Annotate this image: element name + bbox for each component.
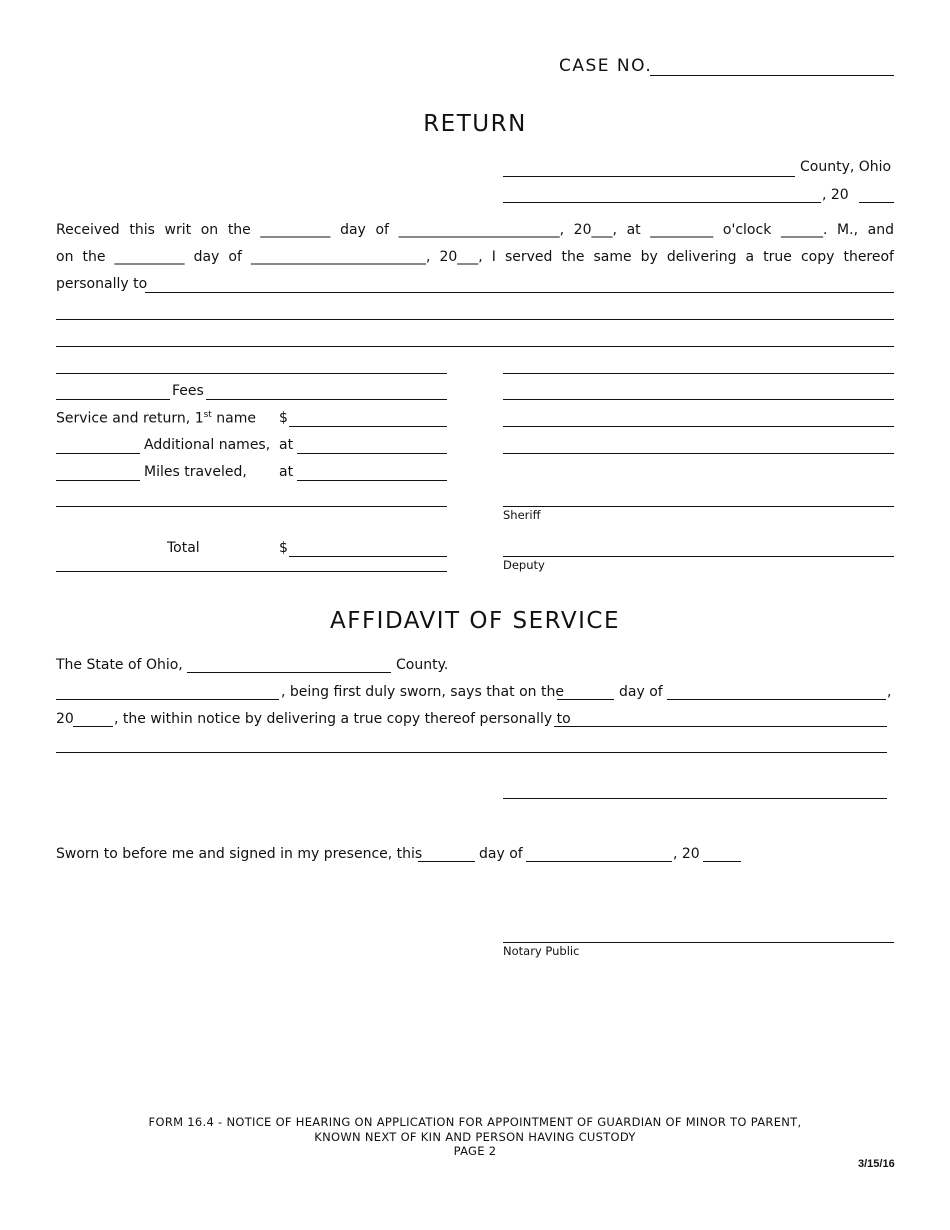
form-title-line2: KNOWN NEXT OF KIN AND PERSON HAVING CUSTODY <box>314 1130 636 1144</box>
return-right-line-4[interactable] <box>503 453 894 454</box>
sheriff-label: Sheriff <box>503 508 541 522</box>
county-suffix-label: County. <box>396 657 449 673</box>
affidavit-day-of-label: day of <box>619 684 663 700</box>
sworn-year-field[interactable] <box>703 861 741 862</box>
affiant-name-field[interactable] <box>56 699 279 700</box>
form-title-line1: FORM 16.4 - NOTICE OF HEARING ON APPLICATION FOR APPOINTMENT OF GUARDIAN OF MINOR TO PARENT, <box>148 1115 802 1129</box>
total-bottom-line <box>56 571 447 572</box>
sworn-day-of-label: day of <box>479 846 523 862</box>
return-year-field[interactable] <box>859 202 894 203</box>
service-return-label: Service and return, 1st name <box>56 410 256 427</box>
received-paragraph-line1: Received this writ on the __________ day of _______________________, 20___, at _________ o'clock ______. M., and <box>56 222 894 238</box>
affidavit-personally-to-field[interactable] <box>554 726 887 727</box>
sworn-month-field[interactable] <box>526 861 672 862</box>
fees-extra-line-field[interactable] <box>56 506 447 507</box>
additional-names-count-field[interactable] <box>56 453 140 454</box>
state-of-ohio-label: The State of Ohio, <box>56 657 183 673</box>
personally-to-label: personally to <box>56 276 148 292</box>
miles-amount-field[interactable] <box>297 480 447 481</box>
deputy-signature-field[interactable] <box>503 556 894 557</box>
return-right-line-3[interactable] <box>503 426 894 427</box>
deputy-label: Deputy <box>503 558 545 572</box>
affidavit-month-comma: , <box>887 684 892 700</box>
notary-public-label: Notary Public <box>503 944 580 958</box>
additional-names-label: Additional names, <box>144 437 271 453</box>
sheriff-signature-field[interactable] <box>503 506 894 507</box>
sworn-day-field[interactable] <box>418 861 475 862</box>
case-number-field[interactable] <box>650 75 894 76</box>
additional-at-label: at <box>279 437 294 453</box>
service-dollar-sign: $ <box>279 410 288 426</box>
affidavit-county-field[interactable] <box>187 672 391 673</box>
personally-to-field[interactable] <box>145 292 894 293</box>
fees-amount-field[interactable] <box>56 399 170 400</box>
miles-count-field[interactable] <box>56 480 140 481</box>
notary-signature-field[interactable] <box>503 942 894 943</box>
return-right-line-1[interactable] <box>503 373 894 374</box>
fees-line-field[interactable] <box>206 399 447 400</box>
fees-label: Fees <box>172 383 204 399</box>
affidavit-month-field[interactable] <box>667 699 886 700</box>
return-title: RETURN <box>423 111 527 137</box>
within-notice-label: , the within notice by delivering a true copy thereof personally to <box>114 711 571 727</box>
return-date-field[interactable] <box>503 202 821 203</box>
sworn-before-label: Sworn to before me and signed in my presence, this <box>56 846 423 862</box>
affidavit-year-field[interactable] <box>73 726 113 727</box>
miles-traveled-label: Miles traveled, <box>144 464 247 480</box>
received-paragraph-line2: on the __________ day of _________________________, 20___, I served the same by delivering a true copy thereof <box>56 249 894 265</box>
sworn-year-label: , 20 <box>673 846 700 862</box>
sworn-says-label: , being first duly sworn, says that on the <box>281 684 564 700</box>
county-field[interactable] <box>503 176 795 177</box>
county-ohio-label: County, Ohio <box>800 159 892 175</box>
total-amount-field[interactable] <box>289 556 447 557</box>
served-detail-line-1[interactable] <box>56 319 894 320</box>
affidavit-title: AFFIDAVIT OF SERVICE <box>329 608 621 634</box>
affiant-signature-field[interactable] <box>503 798 887 799</box>
fees-top-line <box>56 373 447 374</box>
affidavit-day-field[interactable] <box>557 699 614 700</box>
service-return-amount-field[interactable] <box>289 426 447 427</box>
additional-names-amount-field[interactable] <box>297 453 447 454</box>
total-dollar-sign: $ <box>279 540 288 556</box>
return-date-label: , 20 <box>822 187 849 203</box>
miles-at-label: at <box>279 464 294 480</box>
page-number: PAGE 2 <box>453 1144 497 1158</box>
affidavit-year-prefix: 20 <box>56 711 74 727</box>
case-number-label: CASE NO. <box>559 56 653 76</box>
served-detail-line-2[interactable] <box>56 346 894 347</box>
revision-date: 3/15/16 <box>858 1158 895 1170</box>
affidavit-detail-line[interactable] <box>56 752 887 753</box>
total-label: Total <box>167 540 200 556</box>
return-right-line-2[interactable] <box>503 399 894 400</box>
